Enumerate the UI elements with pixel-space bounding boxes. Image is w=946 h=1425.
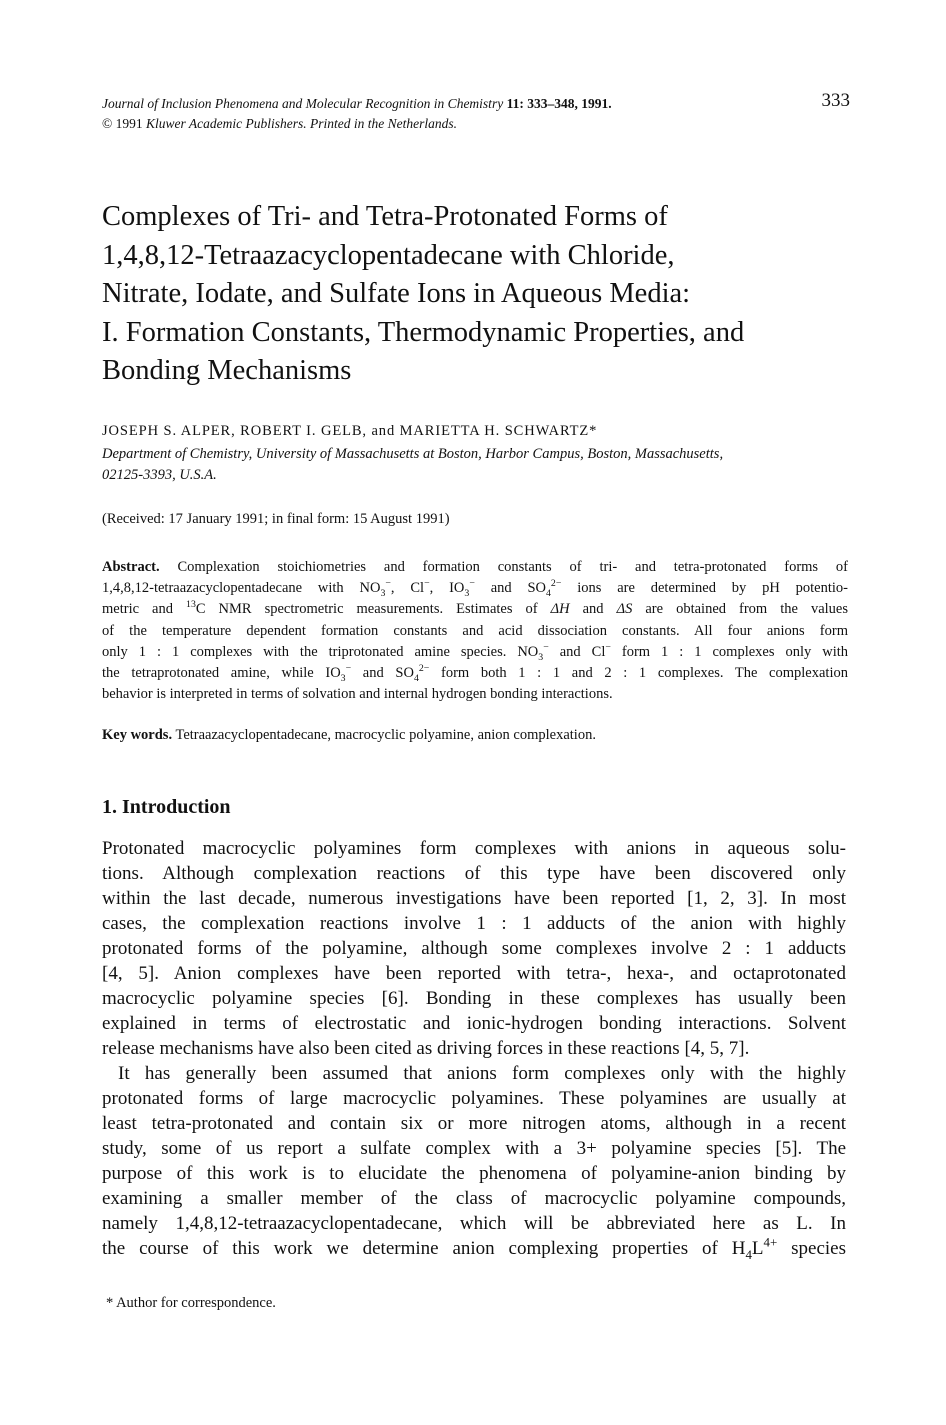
abstract-text: , IO [429, 580, 465, 597]
subscript: 3 [464, 588, 470, 600]
title-line: Complexes of Tri- and Tetra-Protonated Forms of [102, 201, 668, 232]
superscript: − [543, 641, 549, 653]
footnote: * Author for correspondence. [106, 1295, 276, 1311]
abstract-text: the tetraprotonated amine, while IO [102, 665, 341, 682]
abstract-text: metric and [102, 601, 187, 618]
section-heading: 1. Introduction [102, 796, 231, 818]
superscript: 13 [186, 599, 196, 611]
subscript: 3 [538, 651, 544, 663]
title-line: 1,4,8,12-Tetraazacyclopentadecane with Chloride, [102, 239, 675, 271]
paper-title [102, 198, 862, 391]
body-text-run: species [777, 1238, 846, 1259]
superscript: 2− [550, 578, 562, 590]
abstract-text: only 1 : 1 complexes with the triprotonated amine species. NO [102, 643, 539, 660]
subscript: 4 [745, 1246, 752, 1262]
body-line: It has generally been assumed that anions form complexes only with the highly [118, 1063, 846, 1084]
abstract-text: and SO [474, 580, 546, 597]
title-line: I. Formation Constants, Thermodynamic Properties, and [102, 316, 745, 348]
journal-header [102, 94, 742, 134]
body-line: protonated forms of large macrocyclic polyamines. These polyamines are usually at [102, 1088, 846, 1109]
journal-name: Journal of Inclusion Phenomena and Molecular Recognition in Chemistry [102, 96, 504, 111]
abstract-text: form 1 : 1 complexes only with [610, 643, 848, 660]
affiliation-line: Department of Chemistry, University of Massachusetts at Boston, Harbor Campus, Boston, Massachusetts, [102, 446, 724, 462]
body-line: least tetra-protonated and contain six or more nitrogen atoms, although in a recent [102, 1113, 846, 1134]
abstract-text: and Cl [548, 643, 606, 660]
body-line: tions. Although complexation reactions of this type have been discovered only [102, 863, 846, 884]
page-number: 333 [821, 90, 850, 111]
abstract-text: C NMR spectrometric measurements. Estimates of [195, 601, 551, 618]
abstract-text: form both 1 : 1 and 2 : 1 complexes. The complexation [429, 665, 848, 682]
body-text-run: the course of this work we determine anion complexing properties of H [102, 1238, 746, 1259]
abstract-text: , Cl [390, 580, 425, 597]
abstract-line: of the temperature dependent formation constants and acid dissociation constants. All four anions form [102, 622, 848, 639]
abstract-label: Abstract. [102, 559, 160, 575]
subscript: 3 [340, 672, 346, 684]
keywords-line [102, 727, 596, 744]
keywords-text: Tetraazacyclopentadecane, macrocyclic polyamine, anion complexation. [175, 727, 596, 743]
abstract-text: are obtained from the values [632, 601, 849, 618]
abstract-line [102, 599, 848, 620]
keywords [102, 727, 596, 744]
body-line: cases, the complexation reactions involve 1 : 1 adducts of the anion with highly [102, 913, 846, 934]
subscript: 4 [413, 672, 419, 684]
abstract-text: ions are determined by pH potentio- [561, 580, 848, 597]
delta-h: ΔH [550, 601, 570, 618]
abstract-line [102, 642, 848, 663]
copyright-year: 1991 [115, 116, 143, 131]
body-line [102, 1236, 846, 1261]
authors: JOSEPH S. ALPER, ROBERT I. GELB, and MARIETTA H. SCHWARTZ* [102, 423, 598, 439]
title-line: Bonding Mechanisms [102, 355, 352, 386]
body-line: study, some of us report a sulfate complex with a 3+ polyamine species [5]. The [102, 1138, 846, 1159]
body-line: release mechanisms have also been cited as driving forces in these reactions [4, 5, 7]. [102, 1038, 750, 1059]
abstract-line [102, 557, 848, 578]
abstract-line: behavior is interpreted in terms of solvation and internal hydrogen bonding interactions. [102, 686, 613, 703]
superscript: − [345, 663, 352, 675]
body-line: Protonated macrocyclic polyamines form complexes with anions in aqueous solu- [102, 838, 846, 859]
copyright-line [102, 114, 742, 134]
journal-volume [507, 96, 612, 111]
title-line: Nitrate, Iodate, and Sulfate Ions in Aqueous Media: [102, 278, 691, 309]
keywords-label: Key words. [102, 727, 173, 743]
abstract-text: Complexation stoichiometries and formation constants of tri- and tetra-protonated forms of [177, 559, 849, 575]
body-line: within the last decade, numerous investigations have been reported [1, 2, 3]. In most [102, 888, 846, 909]
abstract-line [102, 663, 848, 684]
body-line: [4, 5]. Anion complexes have been reported with tetra-, hexa-, and octaprotonated [102, 963, 846, 984]
body-line: macrocyclic polyamine species [6]. Bonding in these complexes has usually been [102, 988, 846, 1009]
superscript: − [424, 578, 430, 590]
body-line: namely 1,4,8,12-tetraazacyclopentadecane, which will be abbreviated here as L. In [102, 1213, 846, 1234]
abstract [102, 557, 848, 705]
abstract-text: 1,4,8,12-tetraazacyclopentadecane with NO [102, 580, 381, 597]
superscript: − [469, 578, 475, 590]
superscript: 4+ [763, 1234, 778, 1250]
body-line: explained in terms of electrostatic and ionic-hydrogen bonding interactions. Solvent [102, 1013, 846, 1034]
body-line: protonated forms of the polyamine, although some complexes involve 2 : 1 adducts [102, 938, 846, 959]
superscript: − [605, 641, 611, 653]
journal-citation [102, 94, 742, 114]
copyright-symbol: © [102, 116, 113, 131]
publisher-line: Kluwer Academic Publishers. Printed in the Netherlands. [146, 116, 457, 131]
body-text [102, 836, 846, 1261]
subscript: 4 [546, 588, 551, 600]
received-dates: (Received: 17 January 1991; in final form: 15 August 1991) [102, 511, 450, 527]
abstract-line [102, 578, 848, 599]
affiliation [102, 444, 852, 486]
body-line: purpose of this work is to elucidate the phenomena of polyamine-anion binding by [102, 1163, 846, 1184]
subscript: 3 [380, 588, 386, 600]
abstract-text: and SO [351, 665, 414, 682]
volume-pages: 11: 333–348, 1991. [506, 96, 612, 111]
abstract-text: and [569, 601, 617, 618]
body-text-run: L [751, 1238, 764, 1259]
body-line: examining a smaller member of the class of macrocyclic polyamine compounds, [102, 1188, 846, 1209]
affiliation-line: 02125-3393, U.S.A. [102, 467, 217, 483]
delta-s: ΔS [616, 601, 633, 618]
superscript: 2− [418, 663, 430, 675]
superscript: − [385, 578, 391, 590]
